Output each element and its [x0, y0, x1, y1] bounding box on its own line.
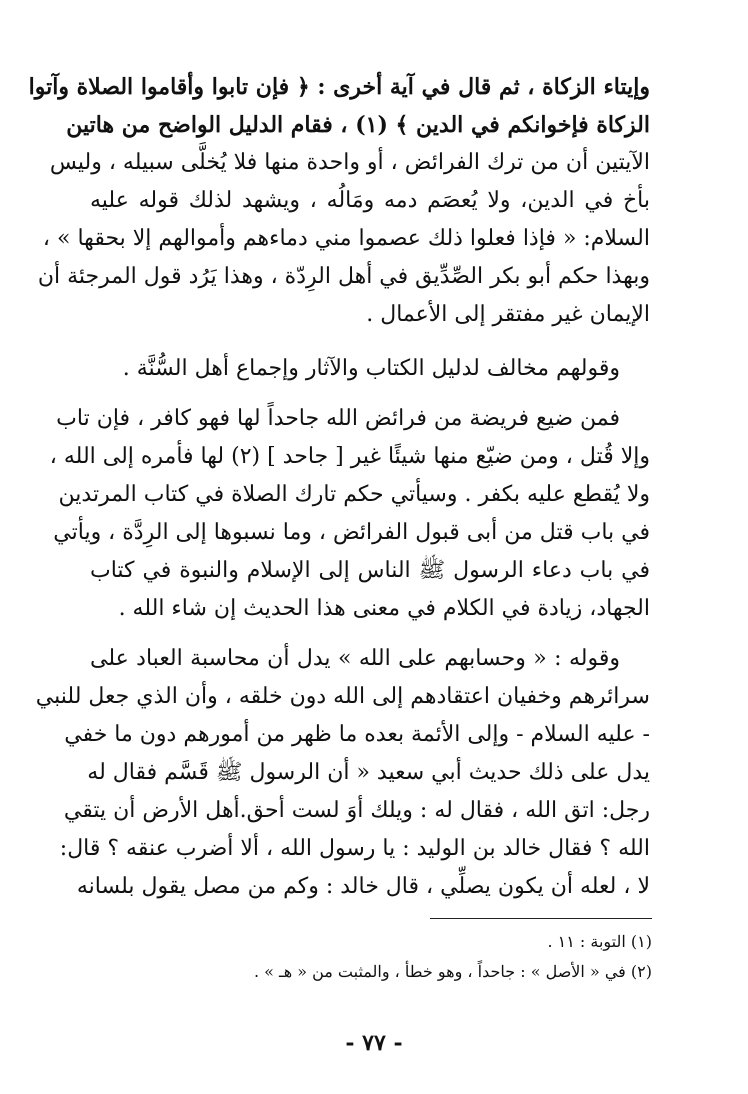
text-line: وقوله : « وحسابهم على الله » يدل أن محاسبة العباد على [90, 646, 620, 671]
paragraph-1 [28, 68, 650, 334]
text-line: السلام: « فإذا فعلوا ذلك عصموا مني دماءهم وأموالهم إلا بحقها » ، [42, 226, 650, 251]
text-line: وإلا قُتل ، ومن ضيّع منها شيئًا غير [ جاحد ] (٢) لها فأمره إلى الله ، [49, 444, 650, 469]
page-number: - ٧٧ - [345, 1030, 403, 1056]
text-line: لا ، لعله أن يكون يصلِّي ، قال خالد : وكم من مصل يقول بلسانه [76, 874, 650, 899]
text-span: الزكاة فإخوانكم في الدين ﴾ (١) ، فقام الدليل الواضح من هاتين [66, 112, 650, 138]
paragraph-3 [49, 400, 650, 628]
text-line: يدل على ذلك حديث أبي سعيد « أن الرسول ﷺ قَسَّم فقال له [87, 760, 650, 785]
text-line: وإيتاء الزكاة ، ثم قال في آية أخرى : ﴿ فإن تابوا وأقاموا الصلاة وآتوا [28, 74, 650, 100]
footnote-divider [430, 918, 652, 919]
text-line [66, 106, 650, 144]
text-line: في باب قتل من أبى قبول الفرائض ، وما نسبوها إلى الرِدَّة ، ويأتي [53, 520, 650, 545]
paragraph-2 [90, 350, 650, 388]
text-line: سرائرهم وخفيان اعتقادهم إلى الله دون خلقه ، وأن الذي جعل للنبي [35, 684, 650, 709]
footnote-1: (١) التوبة : ١١ . [547, 932, 652, 951]
text-line: الإيمان غير مفتقر إلى الأعمال . [366, 302, 650, 327]
text-line: الله ؟ فقال خالد بن الوليد : يا رسول الله ، ألا أضرب عنقه ؟ قال: [59, 836, 650, 861]
text-line: بأخ في الدين، ولا يُعصَم دمه ومَالُه ، ويشهد لذلك قوله عليه [90, 188, 650, 213]
text-line: ولا يُقطع عليه بكفر . وسيأتي حكم تارك الصلاة في كتاب المرتدين [58, 482, 650, 507]
text-line: - عليه السلام - وإلى الأئمة بعده ما ظهر من أمورهم دون ما خفي [64, 722, 650, 747]
text-line: في باب دعاء الرسول ﷺ الناس إلى الإسلام والنبوة في كتاب [90, 558, 650, 583]
text-line: الجهاد، زيادة في الكلام في معنى هذا الحديث إن شاء الله . [118, 596, 650, 621]
paragraph-4 [35, 640, 650, 906]
text-line: الآيتين أن من ترك الفرائض ، أو واحدة منها فلا يُخلَّى سبيله ، وليس [49, 150, 650, 175]
text-line: رجل: اتق الله ، فقال له : ويلك أوَ لست أحق.أهل الأرض أن يتقي [63, 798, 650, 823]
text-line: فمن ضيع فريضة من فرائض الله جاحداً لها فهو كافر ، فإن تاب [56, 406, 620, 431]
footnote-2: (٢) في « الأصل » : جاحداً ، وهو خطأ ، والمثبت من « هـ » . [253, 962, 652, 981]
text-line: وقولهم مخالف لدليل الكتاب والآثار وإجماع أهل السُّنَّة . [122, 356, 620, 381]
text-line: وبهذا حكم أبو بكر الصِّدِّيق في أهل الرِدّة ، وهذا يَرُد قول المرجئة أن [37, 264, 650, 289]
